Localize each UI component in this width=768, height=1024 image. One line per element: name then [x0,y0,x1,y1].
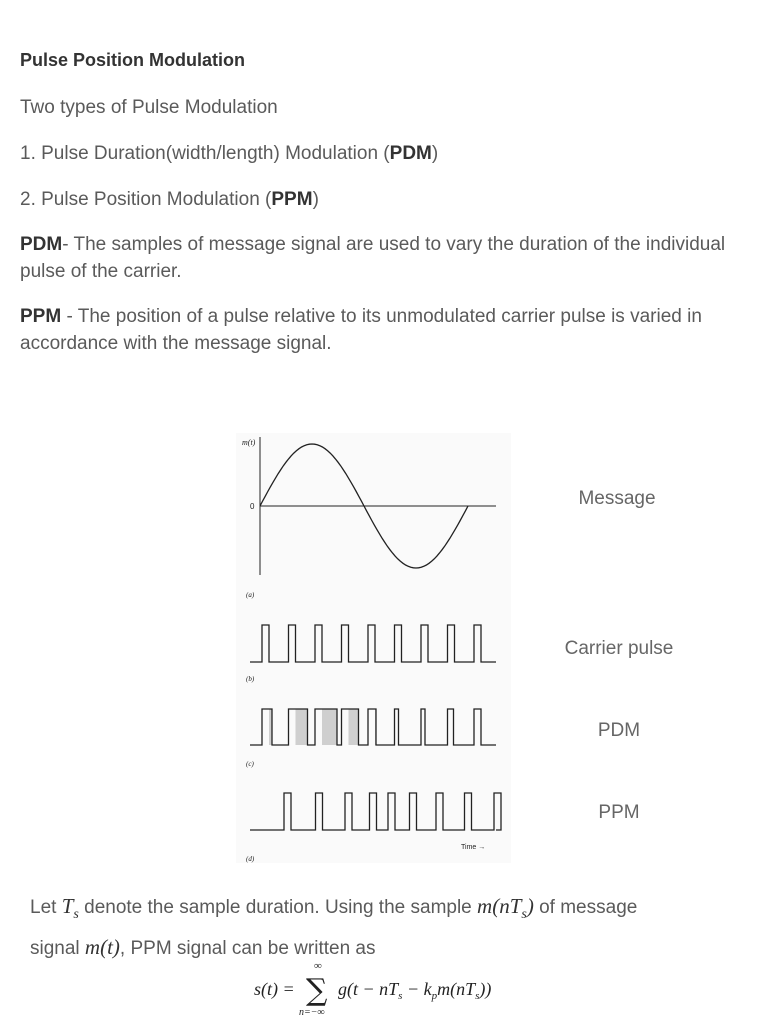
sample-symbol-sub: s [521,907,527,923]
description-text: signal [30,938,85,960]
intro-text: Two types of Pulse Modulation [20,97,278,118]
pdm-extra-width [322,709,337,745]
message-symbol: m(t) [84,935,120,960]
description-text: of message [533,897,638,918]
panel-label-b: (b) [246,675,255,683]
list-item-close: ) [312,189,319,210]
panel-label-c: (c) [246,760,254,768]
pdm-definition [20,231,754,285]
message-label: Message [578,488,656,509]
pdm-term: PDM [20,234,63,255]
ppm-description [30,890,728,965]
ts-symbol [61,894,79,923]
ppm-term: PPM [20,306,62,327]
figure-background [236,433,511,863]
modulation-figure [228,425,518,870]
pdm-extra-width [296,709,308,745]
formula-part: m(nT [437,979,476,999]
formula-sub: p [431,990,438,1002]
list-item-close: ) [431,143,439,164]
ppm-abbr: PPM [271,189,313,210]
description-text: denote the sample duration. Using the sample [78,897,478,918]
panel-label-d: (d) [246,855,255,863]
panel-label-a: (a) [246,591,255,599]
pdm-label: PDM [597,720,641,741]
sum-symbol: ∑ [306,973,328,1008]
ppm-definition [20,303,754,357]
formula-lhs: s(t) = [254,979,295,999]
list-item-pdm [20,140,754,167]
formula-sub: s [475,990,480,1002]
ts-symbol-base: T [61,894,74,918]
formula-body [338,979,491,1002]
ppm-definition-text: - The position of a pulse relative to its unmodulated carrier pulse is varied in accordance with the message signal. [20,306,702,354]
list-item-ppm [20,186,754,213]
zero-label: 0 [250,502,255,511]
formula-part: − k [402,979,432,999]
carrier-label: Carrier pulse [564,638,674,659]
sample-symbol-close: ) [526,894,534,918]
formula-part: )) [479,979,492,999]
ppm-label: PPM [598,802,640,823]
description-text: Let [30,897,62,918]
pdm-definition-text: - The samples of message signal are used to vary the duration of the individual pulse of the carrier. [20,234,726,282]
sample-symbol-base: m(nT [477,894,522,918]
sample-symbol [477,894,534,923]
ppm-formula [250,955,550,1019]
pdm-extra-width [349,709,359,745]
message-y-label: m(t) [242,438,256,447]
description-text: , PPM signal can be written as [119,938,376,960]
sum-upper-limit: ∞ [314,960,322,972]
page-title: Pulse Position Modulation [20,50,245,70]
formula-part: g(t − nT [338,979,399,999]
ts-symbol-sub: s [73,907,79,923]
list-item-text: 1. Pulse Duration(width/length) Modulation ( [20,143,390,164]
formula-sub: s [398,990,403,1002]
sum-lower-limit: n=−∞ [299,1007,325,1018]
list-item-text: 2. Pulse Position Modulation ( [20,189,272,210]
time-axis-label: Time → [461,844,486,851]
pdm-abbr: PDM [389,143,432,164]
